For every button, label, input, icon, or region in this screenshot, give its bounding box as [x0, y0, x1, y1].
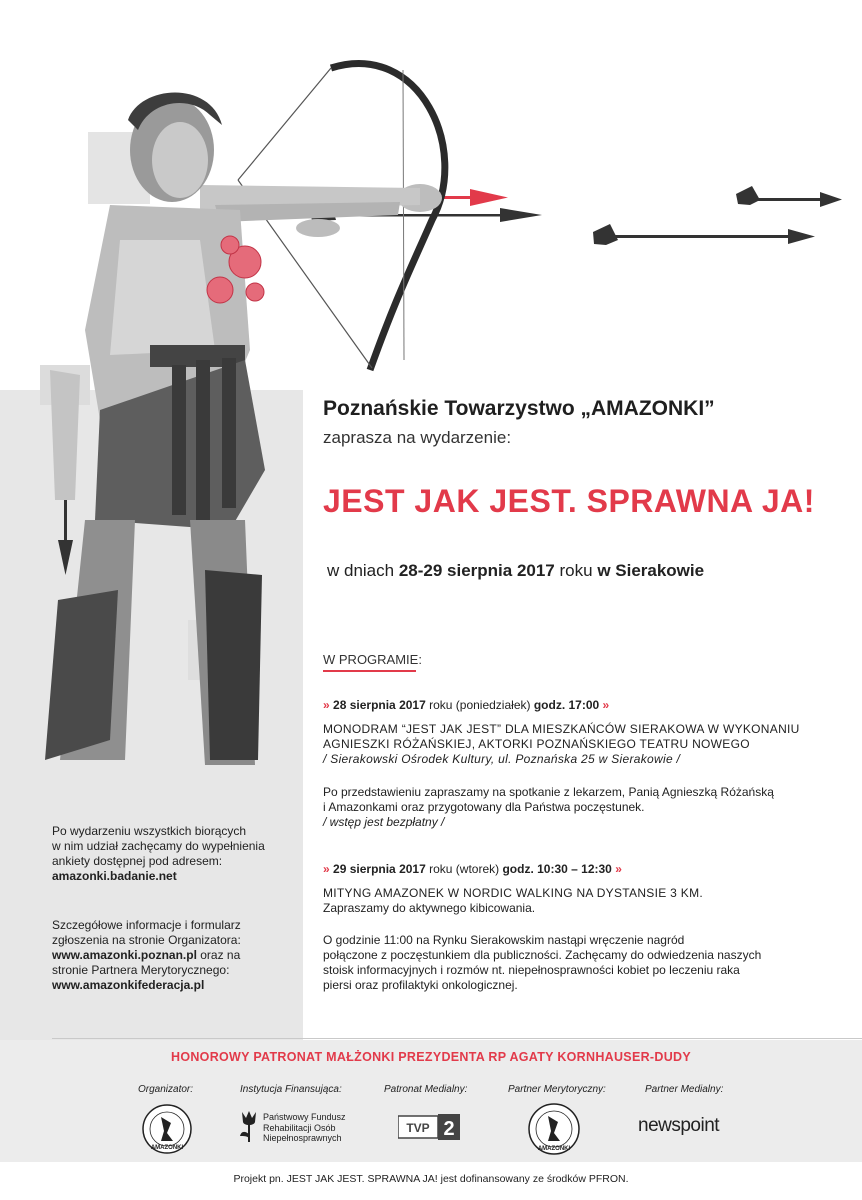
event-title: JEST JAK JEST. SPRAWNA JA!: [323, 483, 815, 519]
chevron-icon: »: [323, 862, 330, 876]
day1-header: » 28 sierpnia 2017 roku (poniedziałek) godz. 17:00 »: [323, 698, 610, 712]
program-heading-underline: [323, 670, 416, 672]
organizer-website-link[interactable]: www.amazonki.poznan.pl: [52, 948, 197, 962]
media-patron-label: Patronat Medialny:: [384, 1084, 468, 1095]
amazonki-logo: [141, 1103, 193, 1155]
svg-text:TVP: TVP: [406, 1121, 430, 1135]
funding-footer: Projekt pn. JEST JAK JEST. SPRAWNA JA! jest dofinansowany ze środków PFRON.: [233, 1173, 629, 1185]
survey-link[interactable]: amazonki.badanie.net: [52, 869, 177, 883]
chevron-icon: »: [602, 698, 610, 712]
amazonki-federation-logo: [527, 1102, 581, 1156]
flying-arrow: [593, 224, 815, 245]
pfron-tulip-icon: [238, 1108, 260, 1144]
honorary-patronage: HONOROWY PATRONAT MAŁŻONKI PREZYDENTA RP AGATY KORNHAUSER-DUDY: [171, 1050, 691, 1064]
chevron-icon: »: [615, 862, 622, 876]
day2-header: » 29 sierpnia 2017 roku (wtorek) godz. 10:30 – 12:30 »: [323, 862, 622, 876]
day2-description: O godzinie 11:00 na Rynku Sierakowskim nastąpi wręczenie nagród połączone z poczęstunkiem dla publiczności. Zachęcamy do odwiedzenia naszych stoisk informacyjnych i rozmów nt. niepełnosprawności kobiet po leczeniu raka piersi oraz profilaktyki onkologicznej.: [323, 933, 762, 992]
media-partner-label: Partner Medialny:: [645, 1084, 724, 1095]
partner-website-link[interactable]: www.amazonkifederacja.pl: [52, 978, 205, 992]
invite-text: zaprasza na wydarzenie:: [323, 428, 512, 447]
svg-text:2: 2: [443, 1118, 455, 1140]
funding-label: Instytucja Finansująca:: [240, 1084, 342, 1095]
program-heading: W PROGRAMIE:: [323, 652, 422, 667]
organization-name: Poznańskie Towarzystwo „AMAZONKI”: [323, 397, 715, 420]
tvp2-logo: [398, 1114, 460, 1140]
survey-info: Po wydarzeniu wszystkich biorących w nim udział zachęcamy do wypełnienia ankiety dostępnej pod adresem: amazonki.badanie.net: [52, 824, 265, 883]
merit-partner-label: Partner Merytoryczny:: [508, 1084, 606, 1095]
bow-string: [238, 68, 331, 180]
event-dates: w dniach 28-29 sierpnia 2017 roku w Sierakowie: [327, 561, 705, 580]
day1-title: MONODRAM “JEST JAK JEST” DLA MIESZKAŃCÓW SIERAKOWA W WYKONANIU AGNIESZKI RÓŻAŃSKIEJ, AKTORKI POZNAŃSKIEGO TEATRU NOWEGO / Sierakowski Ośrodek Kultury, ul. Poznańska 25 w Sierakowie /: [323, 722, 800, 766]
chevron-icon: »: [323, 698, 330, 712]
organizer-info: Szczegółowe informacje i formularz zgłoszenia na stronie Organizatora: www.amazonki.poznan.pl oraz na stronie Partnera Merytorycznego: www.amazonkifederacja.pl: [52, 918, 241, 992]
newspoint-logo: newspoint: [638, 1115, 720, 1136]
day2-title: MITYNG AMAZONEK W NORDIC WALKING NA DYSTANSIE 3 KM. Zapraszamy do aktywnego kibicowania.: [323, 886, 704, 915]
divider: [52, 1038, 862, 1039]
svg-text:AMAZONKI: AMAZONKI: [537, 1146, 571, 1152]
pfron-name: Państwowy Fundusz Rehabilitacji Osób Niepełnosprawnych: [263, 1112, 346, 1143]
organizer-label: Organizator:: [138, 1084, 194, 1095]
svg-text:AMAZONKI: AMAZONKI: [150, 1145, 184, 1151]
day1-description: Po przedstawieniu zapraszamy na spotkanie z lekarzem, Panią Agnieszką Różańską i Amazonkami oraz przygotowany dla Państwa poczęstunek. / wstęp jest bezpłatny /: [323, 785, 774, 829]
flying-arrow: [736, 186, 842, 207]
